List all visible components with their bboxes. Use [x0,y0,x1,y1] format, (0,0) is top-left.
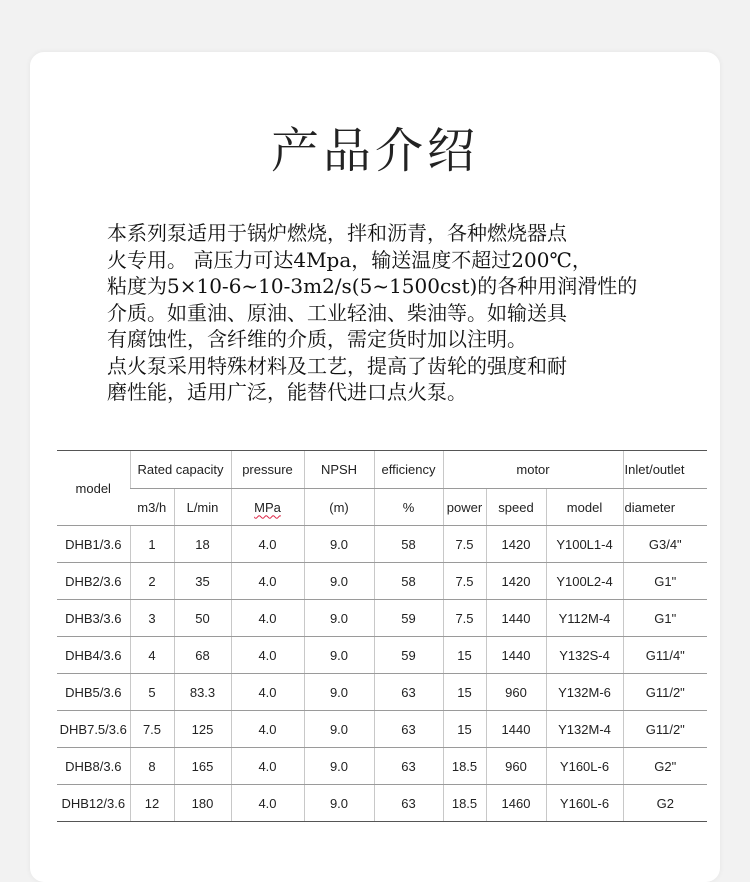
description-line: 有腐蚀性，含纤维的介质，需定货时加以注明。 [107,327,527,351]
table-header-row [57,451,707,489]
table-body [57,526,707,822]
cell-speed: 1460 [486,785,546,822]
cell-efficiency: 58 [374,526,443,563]
cell-model: DHB2/3.6 [57,563,130,600]
cell-m3h: 8 [130,748,174,785]
cell-diameter: G3/4" [623,526,707,563]
cell-npsh: 9.0 [304,637,374,674]
product-description [107,220,667,406]
table-row [57,526,707,563]
cell-model: DHB8/3.6 [57,748,130,785]
cell-power: 15 [443,711,486,748]
cell-npsh: 9.0 [304,563,374,600]
header-npsh: NPSH [304,451,374,489]
cell-motor-model: Y100L1-4 [546,526,623,563]
cell-pressure: 4.0 [231,748,304,785]
cell-diameter: G1" [623,563,707,600]
table-row [57,785,707,822]
cell-lmin: 83.3 [174,674,231,711]
cell-efficiency: 59 [374,600,443,637]
cell-npsh: 9.0 [304,785,374,822]
cell-efficiency: 63 [374,674,443,711]
description-line: 介质。如重油、原油、工业轻油、柴油等。如输送具 [107,300,567,325]
header-rated-capacity: Rated capacity [130,451,231,489]
cell-lmin: 165 [174,748,231,785]
cell-power: 7.5 [443,563,486,600]
cell-motor-model: Y160L-6 [546,748,623,785]
description-line: 火专用。 高压力可达4Mpa，输送温度不超过200℃， [107,247,592,272]
table-row [57,563,707,600]
cell-speed: 960 [486,748,546,785]
cell-lmin: 50 [174,600,231,637]
cell-diameter: G2 [623,785,707,822]
cell-model: DHB5/3.6 [57,674,130,711]
cell-pressure: 4.0 [231,526,304,563]
cell-motor-model: Y160L-6 [546,785,623,822]
cell-power: 18.5 [443,748,486,785]
cell-efficiency: 63 [374,711,443,748]
cell-speed: 960 [486,674,546,711]
cell-pressure: 4.0 [231,563,304,600]
cell-pressure: 4.0 [231,785,304,822]
cell-model: DHB1/3.6 [57,526,130,563]
cell-npsh: 9.0 [304,674,374,711]
header-inlet-outlet: Inlet/outlet [623,451,707,489]
cell-diameter: G11/2" [623,674,707,711]
cell-motor-model: Y132S-4 [546,637,623,674]
cell-lmin: 18 [174,526,231,563]
description-line: 本系列泵适用于锅炉燃烧，拌和沥青，各种燃烧器点 [107,221,567,245]
cell-pressure: 4.0 [231,600,304,637]
table-row [57,711,707,748]
cell-speed: 1440 [486,600,546,637]
cell-speed: 1440 [486,637,546,674]
page-title: 产品介绍 [270,123,479,179]
cell-lmin: 68 [174,637,231,674]
cell-m3h: 4 [130,637,174,674]
cell-npsh: 9.0 [304,526,374,563]
cell-motor-model: Y132M-4 [546,711,623,748]
cell-model: DHB4/3.6 [57,637,130,674]
cell-pressure: 4.0 [231,637,304,674]
header-pressure: pressure [231,451,304,489]
cell-efficiency: 58 [374,563,443,600]
cell-speed: 1420 [486,563,546,600]
cell-diameter: G11/2" [623,711,707,748]
header-efficiency: efficiency [374,451,443,489]
description-line: 粘度为5×10-6~10-3m2/s(5~1500cst)的各种用润滑性的 [107,274,638,298]
cell-power: 15 [443,637,486,674]
description-line: 点火泵采用特殊材料及工艺，提高了齿轮的强度和耐 [107,353,567,378]
cell-npsh: 9.0 [304,600,374,637]
cell-model: DHB7.5/3.6 [57,711,130,748]
header-motor: motor [443,451,623,489]
header-percent: % [374,489,443,526]
cell-efficiency: 59 [374,637,443,674]
cell-speed: 1420 [486,526,546,563]
cell-power: 15 [443,674,486,711]
cell-m3h: 5 [130,674,174,711]
cell-diameter: G11/4" [623,637,707,674]
header-model: model [57,451,130,526]
header-mpa [231,489,304,526]
cell-pressure: 4.0 [231,674,304,711]
header-m3h: m3/h [130,489,174,526]
specs-table [57,450,707,822]
cell-efficiency: 63 [374,785,443,822]
description-line: 磨性能，适用广泛，能替代进口点火泵。 [107,380,467,404]
header-mpa-text: MPa [254,499,281,515]
cell-efficiency: 63 [374,748,443,785]
cell-power: 7.5 [443,526,486,563]
cell-lmin: 125 [174,711,231,748]
cell-m3h: 3 [130,600,174,637]
table-row [57,748,707,785]
cell-motor-model: Y100L2-4 [546,563,623,600]
cell-m3h: 2 [130,563,174,600]
header-diameter: diameter [623,489,707,526]
cell-power: 7.5 [443,600,486,637]
cell-lmin: 35 [174,563,231,600]
cell-m3h: 7.5 [130,711,174,748]
cell-model: DHB3/3.6 [57,600,130,637]
header-m: (m) [304,489,374,526]
header-motor-model: model [546,489,623,526]
cell-motor-model: Y132M-6 [546,674,623,711]
cell-speed: 1440 [486,711,546,748]
cell-diameter: G1" [623,600,707,637]
cell-m3h: 1 [130,526,174,563]
cell-npsh: 9.0 [304,711,374,748]
cell-npsh: 9.0 [304,748,374,785]
cell-power: 18.5 [443,785,486,822]
table-row [57,637,707,674]
cell-pressure: 4.0 [231,711,304,748]
table-subheader-row [57,489,707,526]
cell-m3h: 12 [130,785,174,822]
table-row [57,674,707,711]
header-power: power [443,489,486,526]
cell-diameter: G2" [623,748,707,785]
table-row [57,600,707,637]
header-lmin: L/min [174,489,231,526]
cell-lmin: 180 [174,785,231,822]
cell-motor-model: Y112M-4 [546,600,623,637]
cell-model: DHB12/3.6 [57,785,130,822]
header-speed: speed [486,489,546,526]
